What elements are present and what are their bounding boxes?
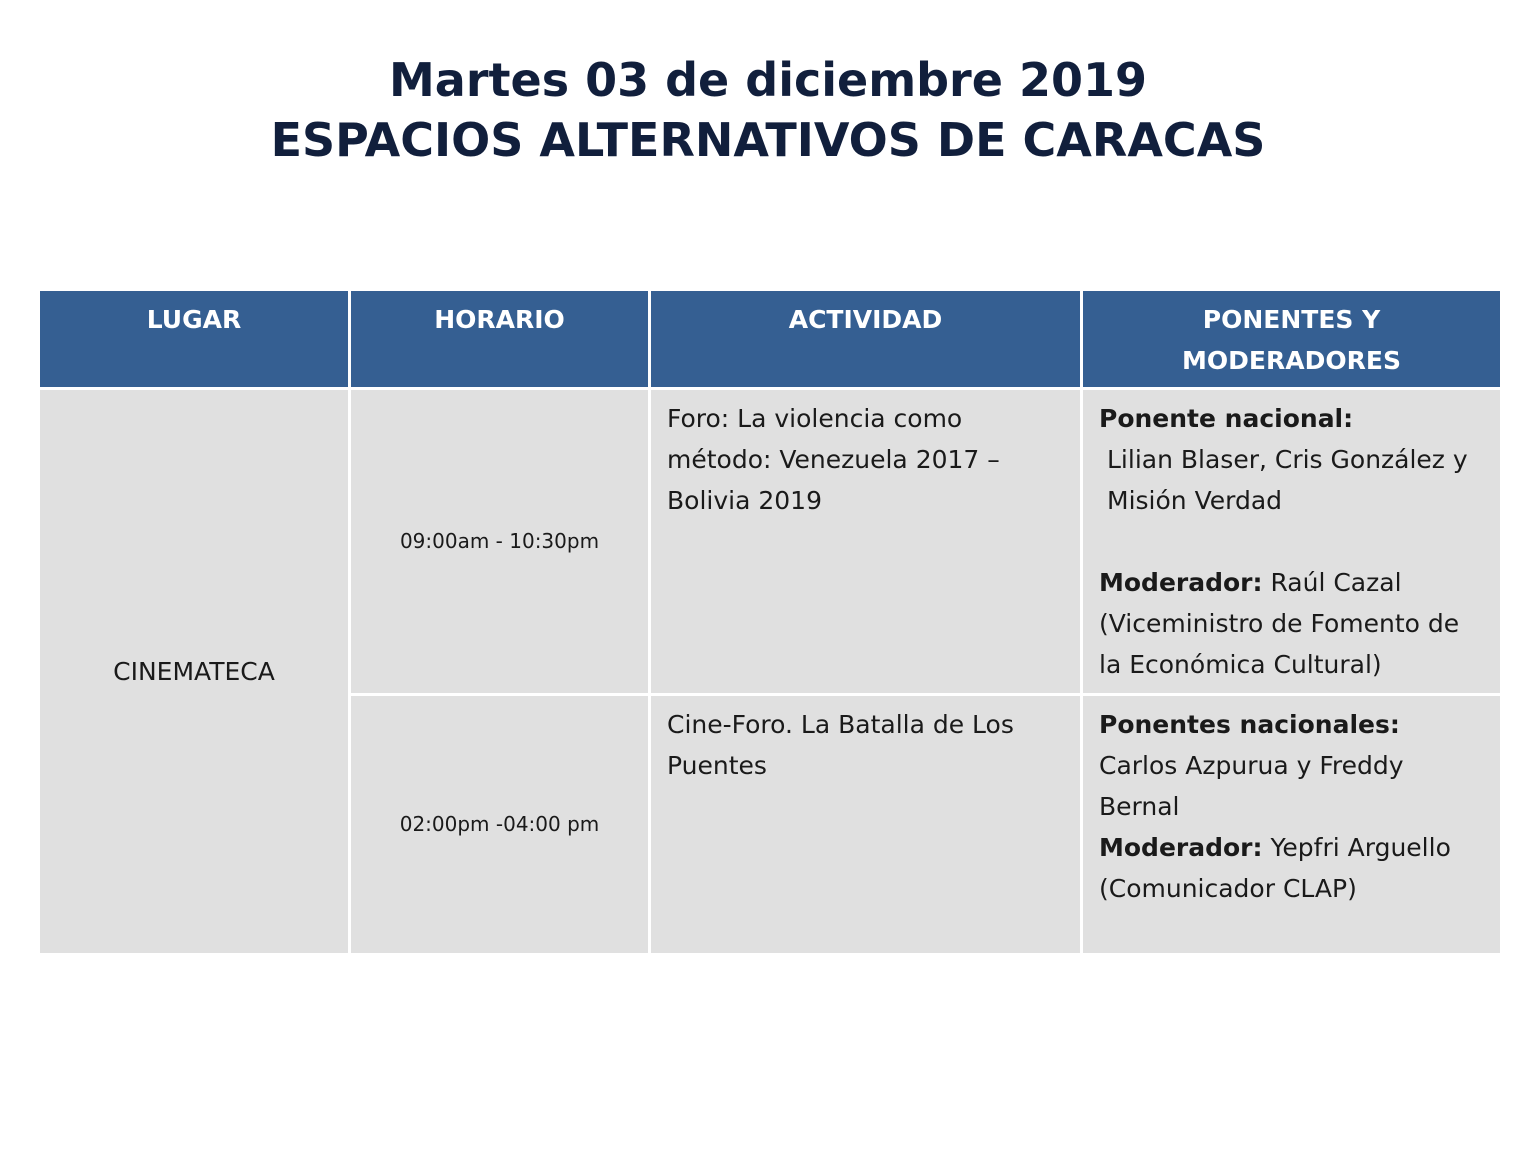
table-row xyxy=(39,389,1502,695)
cell-horario: 09:00am - 10:30pm xyxy=(350,389,650,695)
moderador-name: Yepfri Arguello (Comunicador CLAP) xyxy=(1099,833,1451,903)
cell-ponentes xyxy=(1082,695,1502,955)
moderador-label: Moderador: xyxy=(1099,568,1263,597)
schedule-table xyxy=(37,288,1503,956)
cell-ponentes xyxy=(1082,389,1502,695)
header-actividad: ACTIVIDAD xyxy=(650,290,1082,389)
ponentes-names: Lilian Blaser, Cris González y Misión Verdad xyxy=(1107,445,1468,515)
cell-horario: 02:00pm -04:00 pm xyxy=(350,695,650,955)
title-date: Martes 03 de diciembre 2019 xyxy=(389,53,1147,107)
ponentes-label: Ponente nacional: xyxy=(1099,404,1354,433)
table-header-row xyxy=(39,290,1502,389)
spacer xyxy=(1099,521,1484,562)
title-venue-group: ESPACIOS ALTERNATIVOS DE CARACAS xyxy=(270,113,1266,167)
cell-actividad: Cine-Foro. La Batalla de Los Puentes xyxy=(650,695,1082,955)
ponentes-label: Ponentes nacionales: xyxy=(1099,710,1400,739)
moderador-label: Moderador: xyxy=(1099,833,1263,862)
ponentes-names: Carlos Azpurua y Freddy Bernal xyxy=(1099,751,1404,821)
header-ponentes: PONENTES Y MODERADORES xyxy=(1082,290,1502,389)
page-title xyxy=(0,50,1536,170)
header-horario: HORARIO xyxy=(350,290,650,389)
cell-actividad: Foro: La violencia como método: Venezuela 2017 – Bolivia 2019 xyxy=(650,389,1082,695)
moderador-name: Raúl Cazal (Viceministro de Fomento de la Económica Cultural) xyxy=(1099,568,1460,679)
header-lugar: LUGAR xyxy=(39,290,350,389)
cell-lugar: CINEMATECA xyxy=(39,389,350,955)
